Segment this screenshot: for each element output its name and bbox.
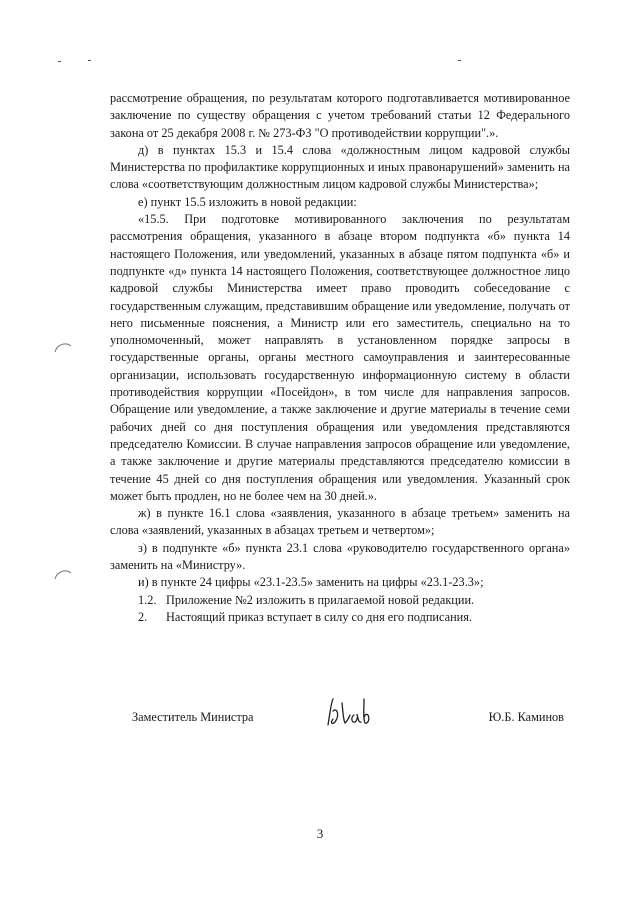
paragraph: з) в подпункте «б» пункта 23.1 слова «руководителю государственного органа» заменить на «Министру». bbox=[110, 540, 570, 573]
item-text: Приложение №2 изложить в прилагаемой новой редакции. bbox=[166, 592, 475, 607]
item-number: 2. bbox=[138, 609, 148, 624]
paragraph: и) в пункте 24 цифры «23.1-23.5» заменить на цифры «23.1-23.3»; bbox=[138, 575, 484, 590]
item-number: 1.2. bbox=[138, 592, 157, 607]
item-text: Настоящий приказ вступает в силу со дня его подписания. bbox=[166, 609, 472, 624]
punch-hole-mark bbox=[54, 340, 72, 354]
scan-artifact-dot bbox=[58, 61, 61, 62]
handwritten-signature bbox=[324, 695, 372, 729]
page-number: 3 bbox=[316, 826, 324, 841]
paragraph: ж) в пункте 16.1 слова «заявления, указанного в абзаце третьем» заменить на слова «заявлений, указанных в абзацах третьем и четвертом»; bbox=[110, 506, 570, 538]
paragraph: д) в пунктах 15.3 и 15.4 слова «должностным лицом кадровой службы Министерства по профилактике коррупционных и иных правонарушений» заменить на слова «соответствующим должностным лицом кадровой службы Министерства»; bbox=[110, 142, 570, 192]
scan-artifact-dot bbox=[88, 60, 91, 61]
numbered-item bbox=[110, 592, 570, 609]
paragraph: «15.5. При подготовке мотивированного заключения по результатам рассмотрения обращения, указанного в абзаце втором подпункта «б» пункта 14 настоящего Положения, или уведомлений, указанных в абзаце пятом подпункта «б» и подпункте «д» пункта 14 настоящего Положения, соответствующее должностное лицо кадровой службы Министерства имеет право проводить собеседование с государственным служащим, представившим обращение или уведомление, получать от него письменные пояснения, а Министр или его заместитель, специально на то уполномоченный, может направлять в установленном порядке запросы в государственные органы, органы местного самоуправления и заинтересованные организации, использовать государственную информационную систему в области противодействия коррупции «Посейдон», в том числе для направления запросов. Обращение или уведомление, а также заключение и другие материалы в течение семи рабочих дней со дня поступления обращения или уведомления представляются председателю Комиссии. В случае направления запросов обращение или уведомление, а также заключение и другие материалы представляются председателю комиссии в течение 45 дней со дня поступления обращения или уведомления. Указанный срок может быть продлен, но не более чем на 30 дней.». bbox=[110, 212, 570, 503]
scan-artifact-dot bbox=[458, 60, 461, 61]
signatory-title: Заместитель Министра bbox=[132, 710, 254, 724]
document-body bbox=[110, 90, 570, 626]
signatory-name: Ю.Б. Каминов bbox=[488, 710, 564, 724]
paragraph: рассмотрение обращения, по результатам которого подготавливается мотивированное заключение по существу обращения с учетом требований статьи 12 Федерального закона от 25 декабря 2008 г. № 273-ФЗ "О противодействии коррупции".». bbox=[110, 91, 570, 140]
punch-hole-mark bbox=[54, 567, 72, 581]
paragraph: е) пункт 15.5 изложить в новой редакции: bbox=[138, 194, 357, 209]
numbered-item bbox=[110, 609, 570, 626]
